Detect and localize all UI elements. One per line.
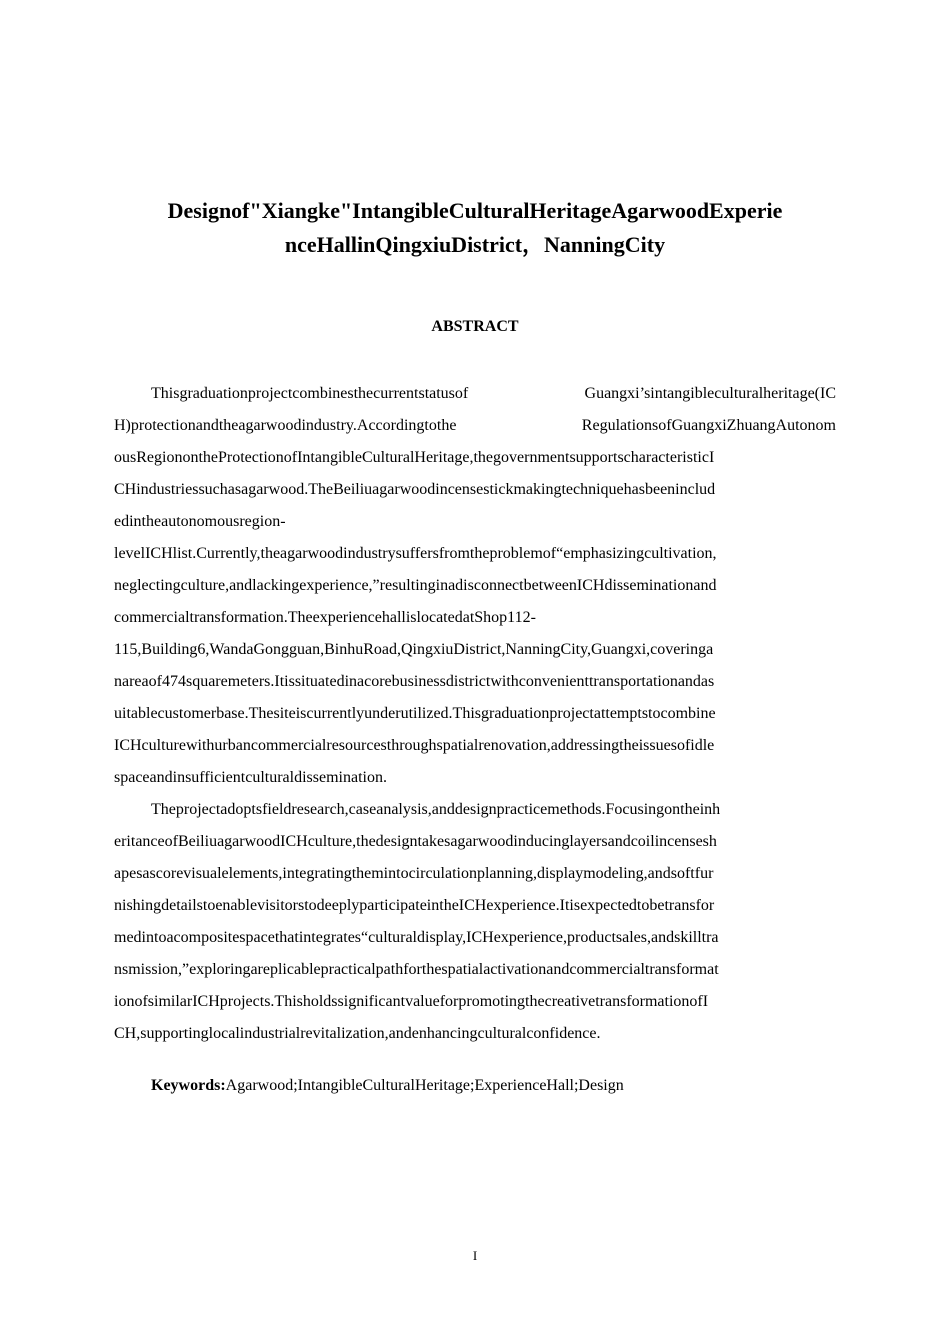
paragraph-line: commercialtransformation.TheexperiencehallislocatedatShop112- — [114, 609, 536, 626]
abstract-heading: ABSTRACT — [431, 318, 519, 335]
paragraph-line: Thisgraduationprojectcombinesthecurrentstatusof Guangxi’sintangibleculturalheritage(IC — [151, 385, 836, 402]
title-line-1: Designof"Xiangke"IntangibleCulturalHeritageAgarwoodExperie — [167, 198, 783, 223]
document-title — [100, 194, 850, 262]
paragraph-line: H)protectionandtheagarwoodindustry.Accordingtothe RegulationsofGuangxiZhuangAutonom — [114, 417, 836, 434]
paragraph-line: neglectingculture,andlackingexperience,”resultinginadisconnectbetweenICHdisseminationand — [114, 577, 717, 594]
paragraph-line: eritanceofBeiliuagarwoodICHculture,thedesigntakesagarwoodinducinglayersandcoilincensesh — [114, 833, 717, 850]
keywords-line — [151, 1074, 624, 1098]
paragraph-line: CHindustriessuchasagarwood.TheBeiliuagarwoodincensestickmakingtechniquehasbeeninclud — [114, 481, 716, 498]
paragraph-line: spaceandinsufficientculturaldissemination. — [114, 769, 387, 786]
abstract-paragraph — [114, 378, 836, 794]
paragraph-line: ICHculturewithurbancommercialresourcesthroughspatialrenovation,addressingtheissuesofidle — [114, 737, 715, 754]
paragraph-line: edintheautonomousregion- — [114, 513, 286, 530]
abstract-paragraph — [114, 794, 836, 1050]
paragraph-line: ousRegionontheProtectionofIntangibleCulturalHeritage,thegovernmentsupportscharacteristicI — [114, 449, 715, 466]
keywords-value: Agarwood;IntangibleCulturalHeritage;ExperienceHall;Design — [225, 1077, 624, 1094]
paragraph-line: 115,Building6,WandaGongguan,BinhuRoad,QingxiuDistrict,NanningCity,Guangxi,coveringa — [114, 641, 714, 658]
paragraph-line: medintoacompositespacethatintegrates“culturaldisplay,ICHexperience,productsales,andskilltra — [114, 929, 719, 946]
paragraph-line: nishingdetailstoenablevisitorstodeeplyparticipateintheICHexperience.Itisexpectedtobetransfor — [114, 897, 715, 914]
title-line-2: nceHallinQingxiuDistrict，NanningCity — [284, 232, 666, 257]
paragraph-line: nsmission,”exploringareplicablepracticalpathforthespatialactivationandcommercialtransformat — [114, 961, 719, 978]
paragraph-line: ionofsimilarICHprojects.ThisholdssignificantvalueforpromotingthecreativetransformationofI — [114, 993, 709, 1010]
page-number: I — [472, 1248, 478, 1263]
paragraph-line: uitablecustomerbase.Thesiteiscurrentlyunderutilized.Thisgraduationprojectattemptstocombine — [114, 705, 716, 722]
paragraph-line: CH,supportinglocalindustrialrevitalization,andenhancingculturalconfidence. — [114, 1025, 601, 1042]
paragraph-line: Theprojectadoptsfieldresearch,caseanalysis,anddesignpracticemethods.Focusingontheinh — [151, 801, 721, 818]
paragraph-line: apesascorevisualelements,integratingthemintocirculationplanning,displaymodeling,andsoftfur — [114, 865, 714, 882]
keywords-label: Keywords: — [151, 1077, 226, 1094]
paragraph-line: levelICHlist.Currently,theagarwoodindustrysuffersfromtheproblemof“emphasizingcultivation, — [114, 545, 717, 562]
abstract-body — [114, 378, 836, 1050]
paragraph-line: nareaof474squaremeters.Itissituatedinacorebusinessdistrictwithconvenienttransportationandas — [114, 673, 715, 690]
